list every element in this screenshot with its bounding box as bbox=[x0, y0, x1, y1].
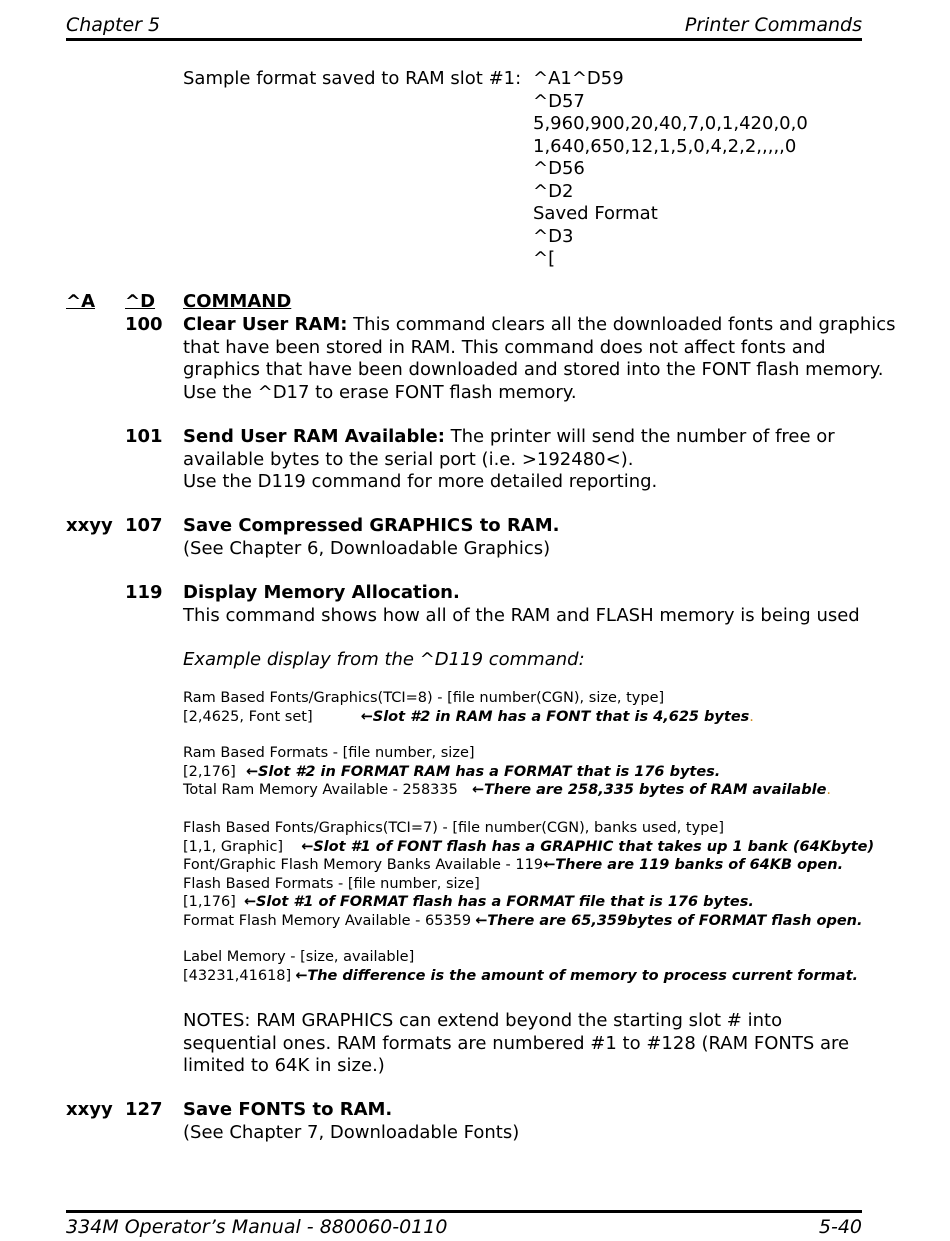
example-display-group bbox=[183, 744, 831, 800]
command-107-title: Save Compressed GRAPHICS to RAM. bbox=[183, 515, 560, 536]
command-101-title: Send User RAM Available: bbox=[183, 426, 445, 447]
display-line bbox=[183, 893, 874, 912]
display-annotation: ←Slot #1 of FONT flash has a GRAPHIC that takes up 1 bank (64Kbyte) bbox=[301, 838, 875, 855]
display-line: Label Memory - [size, available] bbox=[183, 949, 415, 965]
display-annotation: ←Slot #1 of FORMAT flash has a FORMAT file that is 176 bytes. bbox=[243, 894, 754, 911]
footer-manual-title: 334M Operator’s Manual - 880060-0110 bbox=[66, 1216, 448, 1238]
display-value: [2,176] bbox=[183, 763, 236, 780]
display-line bbox=[183, 708, 754, 727]
sample-line: 5,960,900,20,40,7,0,1,420,0,0 bbox=[533, 113, 808, 134]
display-line bbox=[183, 838, 874, 857]
sample-line: 1,640,650,12,1,5,0,4,2,2,,,,,0 bbox=[533, 135, 797, 157]
command-number-127: 127 bbox=[125, 1099, 163, 1120]
header-rule bbox=[66, 38, 862, 41]
command-119-title: Display Memory Allocation. bbox=[183, 582, 460, 603]
command-100-description bbox=[183, 314, 896, 404]
command-107-line: (See Chapter 6, Downloadable Graphics) bbox=[183, 537, 551, 559]
display-value: [1,176] bbox=[183, 894, 236, 911]
command-127-parameter: xxyy bbox=[66, 1099, 113, 1120]
command-101-text: The printer will send the number of free or bbox=[444, 426, 835, 447]
command-119-description bbox=[183, 582, 860, 627]
example-display-group bbox=[183, 689, 754, 726]
notes-line: sequential ones. RAM formats are numbered #1 to #128 (RAM FONTS are bbox=[183, 1032, 850, 1054]
example-heading: Example display from the ^D119 command: bbox=[183, 649, 585, 670]
display-annotation: ←There are 258,335 bytes of RAM available bbox=[471, 782, 827, 799]
notes-line: NOTES: RAM GRAPHICS can extend beyond the starting slot # into bbox=[183, 1010, 783, 1031]
sample-line: ^[ bbox=[533, 248, 556, 269]
display-line: Ram Based Fonts/Graphics(TCI=8) - [file number(CGN), size, type] bbox=[183, 690, 665, 706]
annotation-dot: . bbox=[749, 708, 754, 725]
command-100-line bbox=[183, 314, 896, 337]
example-display-group bbox=[183, 819, 874, 931]
annotation-dot: . bbox=[826, 782, 832, 799]
command-127-title: Save FONTS to RAM. bbox=[183, 1099, 393, 1120]
command-127-description bbox=[183, 1099, 519, 1144]
sample-lines bbox=[533, 68, 808, 271]
display-line bbox=[183, 967, 858, 986]
sample-line: Saved Format bbox=[533, 203, 658, 224]
footer-rule bbox=[66, 1210, 862, 1213]
sample-line: ^A1^D59 bbox=[533, 68, 624, 89]
command-127-line: (See Chapter 7, Downloadable Fonts) bbox=[183, 1121, 520, 1143]
display-line: Flash Based Formats - [file number, size] bbox=[183, 875, 480, 892]
display-annotation: ←Slot #2 in RAM has a FONT that is 4,625 bytes bbox=[360, 708, 750, 725]
command-101-description bbox=[183, 426, 835, 494]
display-annotation: ←The difference is the amount of memory to process current format. bbox=[295, 967, 859, 984]
display-line: Flash Based Fonts/Graphics(TCI=7) - [file number(CGN), banks used, type] bbox=[183, 820, 724, 836]
display-value: Font/Graphic Flash Memory Banks Available - 119 bbox=[183, 857, 544, 874]
command-101-line: Use the D119 command for more detailed reporting. bbox=[183, 471, 658, 492]
display-annotation: ←There are 65,359bytes of FORMAT flash open. bbox=[475, 912, 863, 929]
command-number-107: 107 bbox=[125, 515, 163, 536]
display-line bbox=[183, 763, 831, 782]
sample-line: ^D2 bbox=[533, 180, 574, 202]
display-annotation: ←There are 119 banks of 64KB open. bbox=[543, 857, 844, 874]
command-101-line: available bytes to the serial port (i.e. >192480<). bbox=[183, 448, 634, 470]
display-annotation: ←Slot #2 in FORMAT RAM has a FORMAT that is 176 bytes. bbox=[245, 763, 721, 780]
command-119-line: This command shows how all of the RAM and FLASH memory is being used bbox=[183, 604, 860, 626]
column-d-heading: ^D bbox=[125, 291, 156, 312]
example-display-group bbox=[183, 948, 858, 985]
display-value: [43231,41618] bbox=[183, 967, 292, 984]
command-100-line: that have been stored in RAM. This command does not affect fonts and bbox=[183, 336, 826, 358]
command-107-description bbox=[183, 515, 559, 560]
sample-label: Sample format saved to RAM slot #1: bbox=[183, 68, 522, 89]
chapter-header: Chapter 5 bbox=[66, 14, 161, 36]
display-value: Format Flash Memory Available - 65359 bbox=[183, 912, 472, 929]
sample-line: ^D57 bbox=[533, 90, 585, 112]
display-line bbox=[183, 912, 874, 931]
command-number-101: 101 bbox=[125, 426, 163, 447]
command-100-title: Clear User RAM: bbox=[183, 314, 348, 335]
display-line bbox=[183, 781, 831, 800]
command-100-line: graphics that have been downloaded and stored into the FONT flash memory. bbox=[183, 359, 884, 380]
command-100-line: Use the ^D17 to erase FONT flash memory. bbox=[183, 381, 577, 403]
command-number-119: 119 bbox=[125, 582, 163, 603]
column-command-heading: COMMAND bbox=[183, 291, 292, 312]
display-line: Ram Based Formats - [file number, size] bbox=[183, 745, 475, 761]
display-value: [1,1, Graphic] bbox=[183, 838, 284, 855]
notes-paragraph bbox=[183, 1010, 849, 1078]
display-value: [2,4625, Font set] bbox=[183, 708, 313, 725]
command-100-text: This command clears all the downloaded fonts and graphics bbox=[347, 314, 896, 335]
column-a-heading: ^A bbox=[66, 291, 96, 312]
display-line bbox=[183, 856, 874, 875]
sample-line: ^D3 bbox=[533, 225, 574, 247]
notes-line: limited to 64K in size.) bbox=[183, 1055, 385, 1076]
footer-page-number: 5-40 bbox=[818, 1216, 862, 1238]
sample-line: ^D56 bbox=[533, 158, 585, 179]
command-number-100: 100 bbox=[125, 314, 163, 335]
command-107-parameter: xxyy bbox=[66, 515, 113, 536]
command-101-line bbox=[183, 426, 835, 449]
section-header: Printer Commands bbox=[684, 14, 862, 36]
display-value: Total Ram Memory Available - 258335 bbox=[183, 782, 458, 799]
